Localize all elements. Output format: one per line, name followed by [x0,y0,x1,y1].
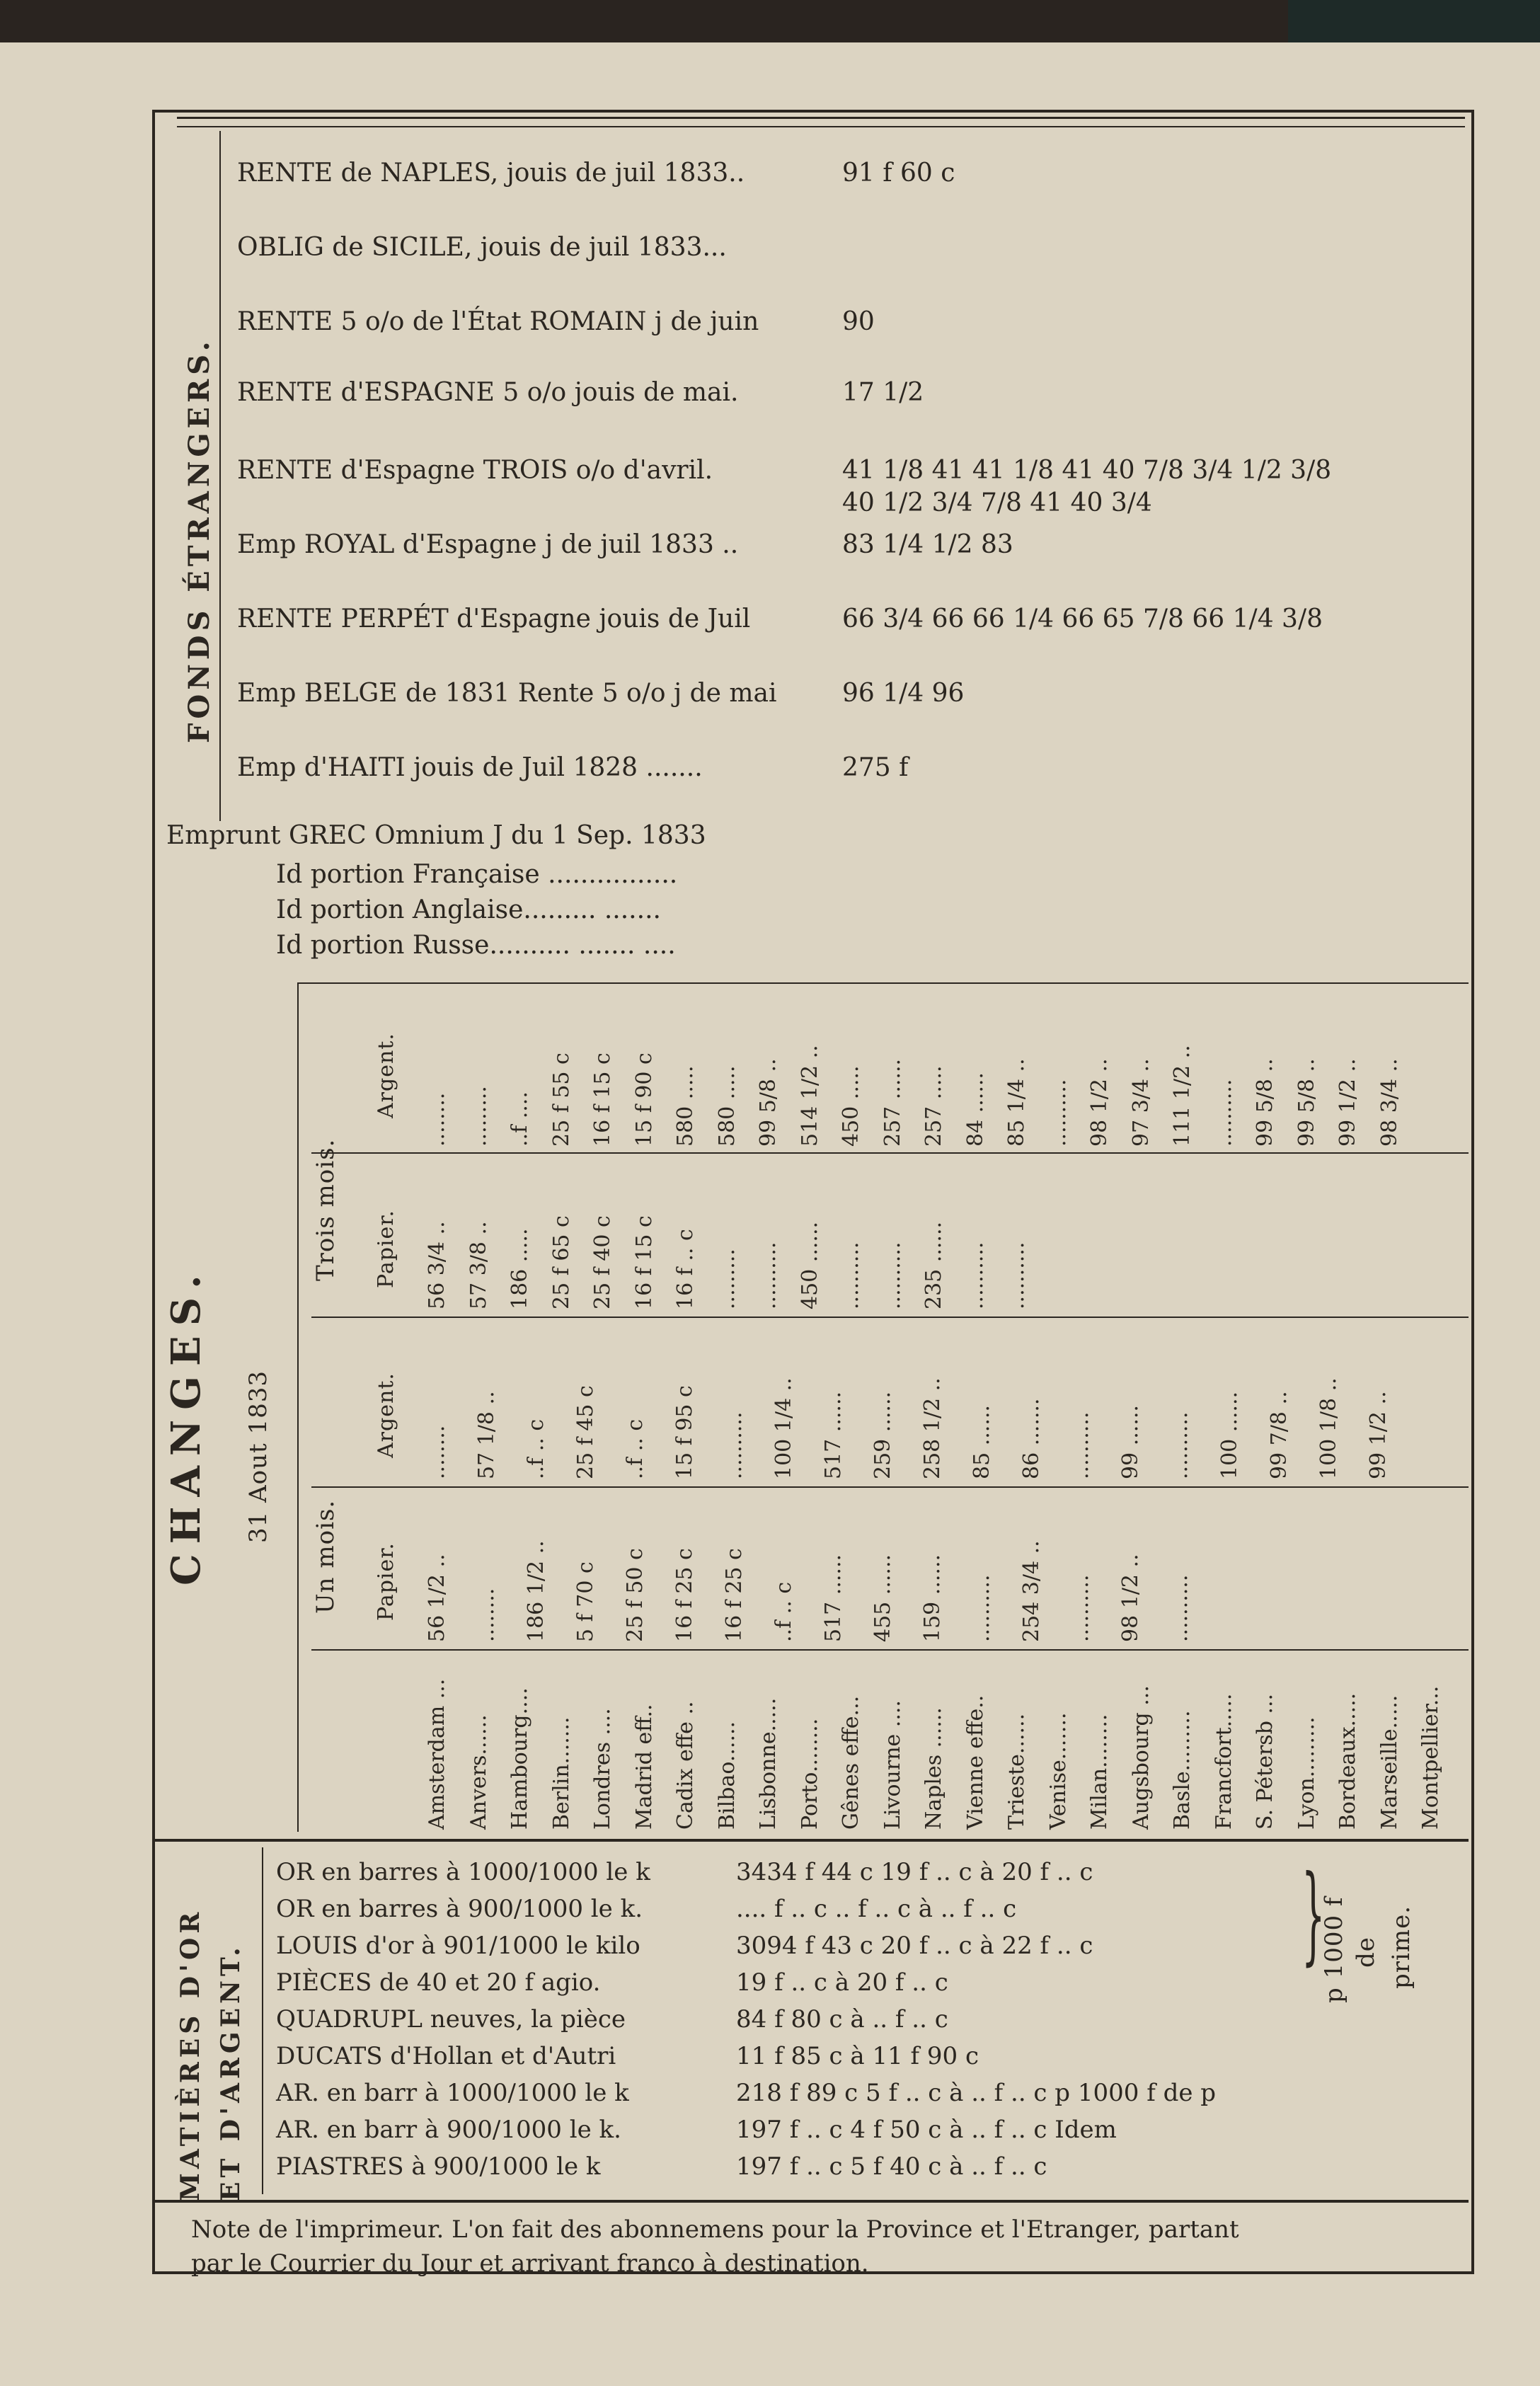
um-argent-cell: ........ [425,1425,449,1479]
tm-papier-cell: 25 f 40 c [590,1215,615,1309]
matiere-label: QUADRUPL neuves, la pièce [276,2005,626,2034]
rule-places [311,1649,1469,1651]
grec-line: Id portion Russe.......... ....... .... [276,931,676,960]
place-name: Livourne .... [880,1700,905,1830]
place-name: Anvers...... [466,1714,491,1830]
matieres-divider [262,1847,263,2194]
place-name: Naples ...... [921,1707,946,1830]
tm-papier-cell: 450 ...... [797,1221,822,1309]
tm-papier-cell: 186 ..... [507,1228,532,1309]
tm-papier-cell: 16 f .. c [673,1229,698,1309]
matiere-value: .... f .. c .. f .. c à .. f .. c [736,1895,1017,1923]
um-argent-cell: 258 1/2 .. [920,1377,945,1479]
place-name: Augsbourg ... [1128,1685,1154,1830]
changes-left-rule [297,982,299,1832]
tm-argent-cell: 580 ..... [714,1065,740,1147]
fonds-label: Emp d'HAITI jouis de Juil 1828 ....... [237,753,703,782]
place-name: Porto........ [797,1718,822,1830]
un-mois-label: Un mois. [311,1499,340,1614]
note-line-2: par le Courrier du Jour et arrivant franco à destination. [191,2249,869,2278]
rule-um-split [311,1486,1469,1488]
um-argent-label: Argent. [374,1372,398,1458]
tm-argent-cell: 111 1/2 .. [1170,1045,1195,1147]
tm-argent-cell: 580 ..... [673,1065,698,1147]
um-argent-cell: 100 1/4 .. [771,1377,796,1479]
place-name: Marseille..... [1377,1694,1402,1830]
rule-mid [311,1317,1469,1318]
tm-papier-cell: ......... [714,1249,740,1309]
tm-papier-label: Papier. [374,1210,398,1288]
fonds-label: RENTE d'ESPAGNE 5 o/o jouis de mai. [237,378,739,407]
tm-papier-cell: .......... [756,1241,781,1309]
place-name: Montpellier... [1418,1685,1443,1830]
um-papier-cell: 5 f 70 c [573,1561,598,1642]
place-name: Londres .... [590,1708,615,1830]
tm-argent-cell: 99 5/8 .. [1294,1058,1319,1147]
fonds-value: 17 1/2 [842,378,924,407]
fonds-value: 83 1/4 1/2 83 [842,530,1013,559]
matiere-label: PIÈCES de 40 et 20 f agio. [276,1968,601,1997]
um-argent-cell: ..f .. c [623,1418,648,1479]
tm-argent-label: Argent. [374,1033,398,1118]
changes-bottom-rule [152,1839,1469,1842]
um-papier-cell: 25 f 50 c [623,1548,648,1642]
matiere-label: DUCATS d'Hollan et d'Autri [276,2042,616,2070]
tm-argent-cell: 98 3/4 .. [1377,1058,1402,1147]
um-papier-cell: ..f .. c [771,1581,796,1642]
um-papier-cell: ........ [474,1588,499,1642]
fonds-divider [219,131,221,821]
grec-line: Id portion Anglaise......... ....... [276,895,661,924]
place-name: Cadix effe .. [673,1701,698,1830]
place-name: Vienne effe.. [962,1694,988,1830]
changes-top-rule [297,982,1469,984]
fonds-label: Emp BELGE de 1831 Rente 5 o/o j de mai [237,679,777,708]
matiere-value: 84 f 80 c à .. f .. c [736,2005,948,2034]
bracket-text-1: p 1000 f [1320,1896,1348,2003]
um-papier-cell: .......... [970,1574,994,1642]
um-argent-cell: ..f .. c [524,1418,548,1479]
place-name: Hambourg.... [507,1687,532,1830]
top-rule [177,117,1465,119]
tm-argent-cell: 257 ...... [880,1058,905,1147]
place-name: Trieste...... [1004,1713,1029,1830]
tm-argent-cell: 98 1/2 .. [1087,1058,1112,1147]
place-name: Bordeaux..... [1335,1692,1360,1830]
tm-argent-cell: 84 ...... [962,1072,988,1147]
tm-argent-cell: 450 ..... [839,1065,863,1147]
matiere-value: 3094 f 43 c 20 f .. c à 22 f .. c [736,1932,1093,1960]
changes-date: 31 Aout 1833 [244,1370,272,1543]
fonds-label: RENTE de NAPLES, jouis de juil 1833.. [237,159,745,188]
tm-argent-cell: .......... [1211,1079,1236,1147]
um-papier-cell: 98 1/2 .. [1118,1554,1143,1642]
um-papier-label: Papier. [374,1542,398,1621]
um-argent-cell: 85 ...... [970,1405,994,1479]
matiere-label: AR. en barr à 1000/1000 le k [276,2079,629,2107]
matiere-value: 197 f .. c 4 f 50 c à .. f .. c Idem [736,2116,1117,2144]
tm-papier-cell: .......... [839,1241,863,1309]
um-papier-cell: .......... [1069,1574,1093,1642]
matiere-value: 218 f 89 c 5 f .. c à .. f .. c p 1000 f de p [736,2079,1217,2107]
place-name: Madrid eff.. [631,1704,657,1830]
tm-argent-cell: 514 1/2 .. [797,1045,822,1147]
matiere-value: 11 f 85 c à 11 f 90 c [736,2042,979,2070]
matiere-label: LOUIS d'or à 901/1000 le kilo [276,1932,640,1960]
grec-line: Emprunt GREC Omnium J du 1 Sep. 1833 [166,821,706,850]
um-papier-cell: 16 f 25 c [672,1548,697,1642]
fonds-value: 91 f 60 c [842,159,955,188]
place-name: Lyon......... [1294,1716,1319,1830]
place-name: Berlin....... [548,1716,574,1830]
um-papier-cell: 455 ...... [870,1554,895,1642]
matiere-value: 197 f .. c 5 f 40 c à .. f .. c [736,2152,1047,2181]
tm-papier-cell: 16 f 15 c [631,1215,657,1309]
um-papier-cell: 16 f 25 c [722,1548,747,1642]
tm-papier-cell: 56 3/4 .. [425,1221,449,1309]
fonds-value: 96 1/4 96 [842,679,965,708]
matiere-label: OR en barres à 1000/1000 le k [276,1858,650,1886]
tm-argent-cell: ........ [425,1092,449,1147]
um-papier-cell: 186 1/2 .. [524,1540,548,1642]
fonds-label: RENTE PERPÉT d'Espagne jouis de Juil [237,604,751,633]
tm-argent-cell: 15 f 90 c [631,1053,657,1147]
changes-heading: CHANGES. [163,1265,209,1585]
place-name: Basle......... [1170,1710,1195,1830]
um-papier-cell: 159 ...... [920,1554,945,1642]
top-rule-2 [177,126,1465,127]
tm-argent-cell: 25 f 55 c [548,1053,574,1147]
place-name: Lisbonne..... [756,1697,781,1830]
bracket-text-2: de [1352,1937,1380,1968]
tm-argent-cell: 99 5/8 .. [1253,1058,1277,1147]
um-argent-cell: 86 ....... [1019,1398,1044,1479]
um-argent-cell: 99 7/8 .. [1267,1391,1292,1479]
fonds-label: Emp ROYAL d'Espagne j de juil 1833 .. [237,530,739,559]
fonds-label: RENTE d'Espagne TROIS o/o d'avril. [237,456,713,485]
place-name: Venise....... [1045,1712,1071,1830]
fonds-value: 66 3/4 66 66 1/4 66 65 7/8 66 1/4 3/8 [842,604,1323,633]
um-argent-cell: 57 1/8 .. [474,1391,499,1479]
place-name: Milan........ [1087,1714,1112,1830]
um-argent-cell: 100 1/8 .. [1316,1377,1341,1479]
um-argent-cell: 99 ...... [1118,1405,1143,1479]
um-argent-cell: 15 f 95 c [672,1385,697,1479]
um-papier-cell: 56 1/2 .. [425,1554,449,1642]
matieres-bottom-rule [152,2200,1469,2203]
tm-argent-cell: 99 5/8 .. [756,1058,781,1147]
um-argent-cell: 517 ...... [821,1391,846,1479]
matiere-value: 3434 f 44 c 19 f .. c à 20 f .. c [736,1858,1093,1886]
grec-line: Id portion Française ................ [276,860,678,889]
matiere-label: OR en barres à 900/1000 le k. [276,1895,643,1923]
um-argent-cell: 100 ...... [1217,1391,1242,1479]
um-papier-cell: 517 ...... [821,1554,846,1642]
tm-papier-cell: 25 f 65 c [548,1215,574,1309]
place-name: Bilbao...... [714,1721,740,1830]
tm-argent-cell: .......... [1045,1079,1071,1147]
place-name: Francfort..... [1211,1693,1236,1830]
bracket-text-3: prime. [1387,1905,1415,1989]
tm-papier-cell: 57 3/8 .. [466,1221,491,1309]
tm-papier-cell: .......... [962,1241,988,1309]
tm-argent-cell: 257 ..... [921,1065,946,1147]
fonds-value-cont: 40 1/2 3/4 7/8 41 40 3/4 [842,488,1152,517]
tm-papier-cell: .......... [1004,1241,1029,1309]
place-name: Amsterdam ... [425,1678,449,1830]
fonds-label: RENTE 5 o/o de l'État ROMAIN j de juin [237,307,759,336]
fonds-value: 275 f [842,753,909,782]
tm-argent-cell: 16 f 15 c [590,1053,615,1147]
fonds-label: OBLIG de SICILE, jouis de juil 1833... [237,233,727,262]
um-argent-cell: .......... [1168,1411,1193,1479]
fonds-value: 41 1/8 41 41 1/8 41 40 7/8 3/4 1/2 3/8 [842,456,1332,485]
rule-tm-split [311,1152,1469,1154]
note-line-1: Note de l'imprimeur. L'on fait des abonnemens pour la Province et l'Etranger, partant [191,2215,1239,2244]
matiere-value: 19 f .. c à 20 f .. c [736,1968,948,1997]
fonds-value: 90 [842,307,875,336]
um-argent-cell: 259 ...... [870,1391,895,1479]
matiere-label: PIASTRES à 900/1000 le k [276,2152,601,2181]
tm-argent-cell: 97 3/4 .. [1128,1058,1154,1147]
tm-argent-cell: 99 1/2 .. [1335,1058,1360,1147]
um-argent-cell: .......... [1069,1411,1093,1479]
um-papier-cell: 254 3/4 .. [1019,1540,1044,1642]
trois-mois-label: Trois mois. [311,1138,340,1281]
matiere-label: AR. en barr à 900/1000 le k. [276,2116,621,2144]
place-name: Gênes effe... [839,1695,863,1830]
matieres-heading-2: ET D'ARGENT. [216,1943,246,2201]
tm-argent-cell: ..f .... [507,1091,532,1147]
tm-argent-cell: 85 1/4 .. [1004,1058,1029,1147]
um-argent-cell: 25 f 45 c [573,1385,598,1479]
tm-papier-cell: .......... [880,1241,905,1309]
matieres-heading-1: MATIÈRES D'OR [176,1908,205,2201]
tm-papier-cell: 235 ...... [921,1221,946,1309]
um-argent-cell: 99 1/2 .. [1366,1391,1391,1479]
place-name: S. Pétersb ... [1253,1693,1277,1830]
bracket-glyph: } [1301,1853,1326,1976]
fonds-heading: FONDS ÉTRANGERS. [183,337,216,743]
um-papier-cell: .......... [1168,1574,1193,1642]
um-argent-cell: .......... [722,1411,747,1479]
tm-argent-cell: ......... [466,1086,491,1147]
